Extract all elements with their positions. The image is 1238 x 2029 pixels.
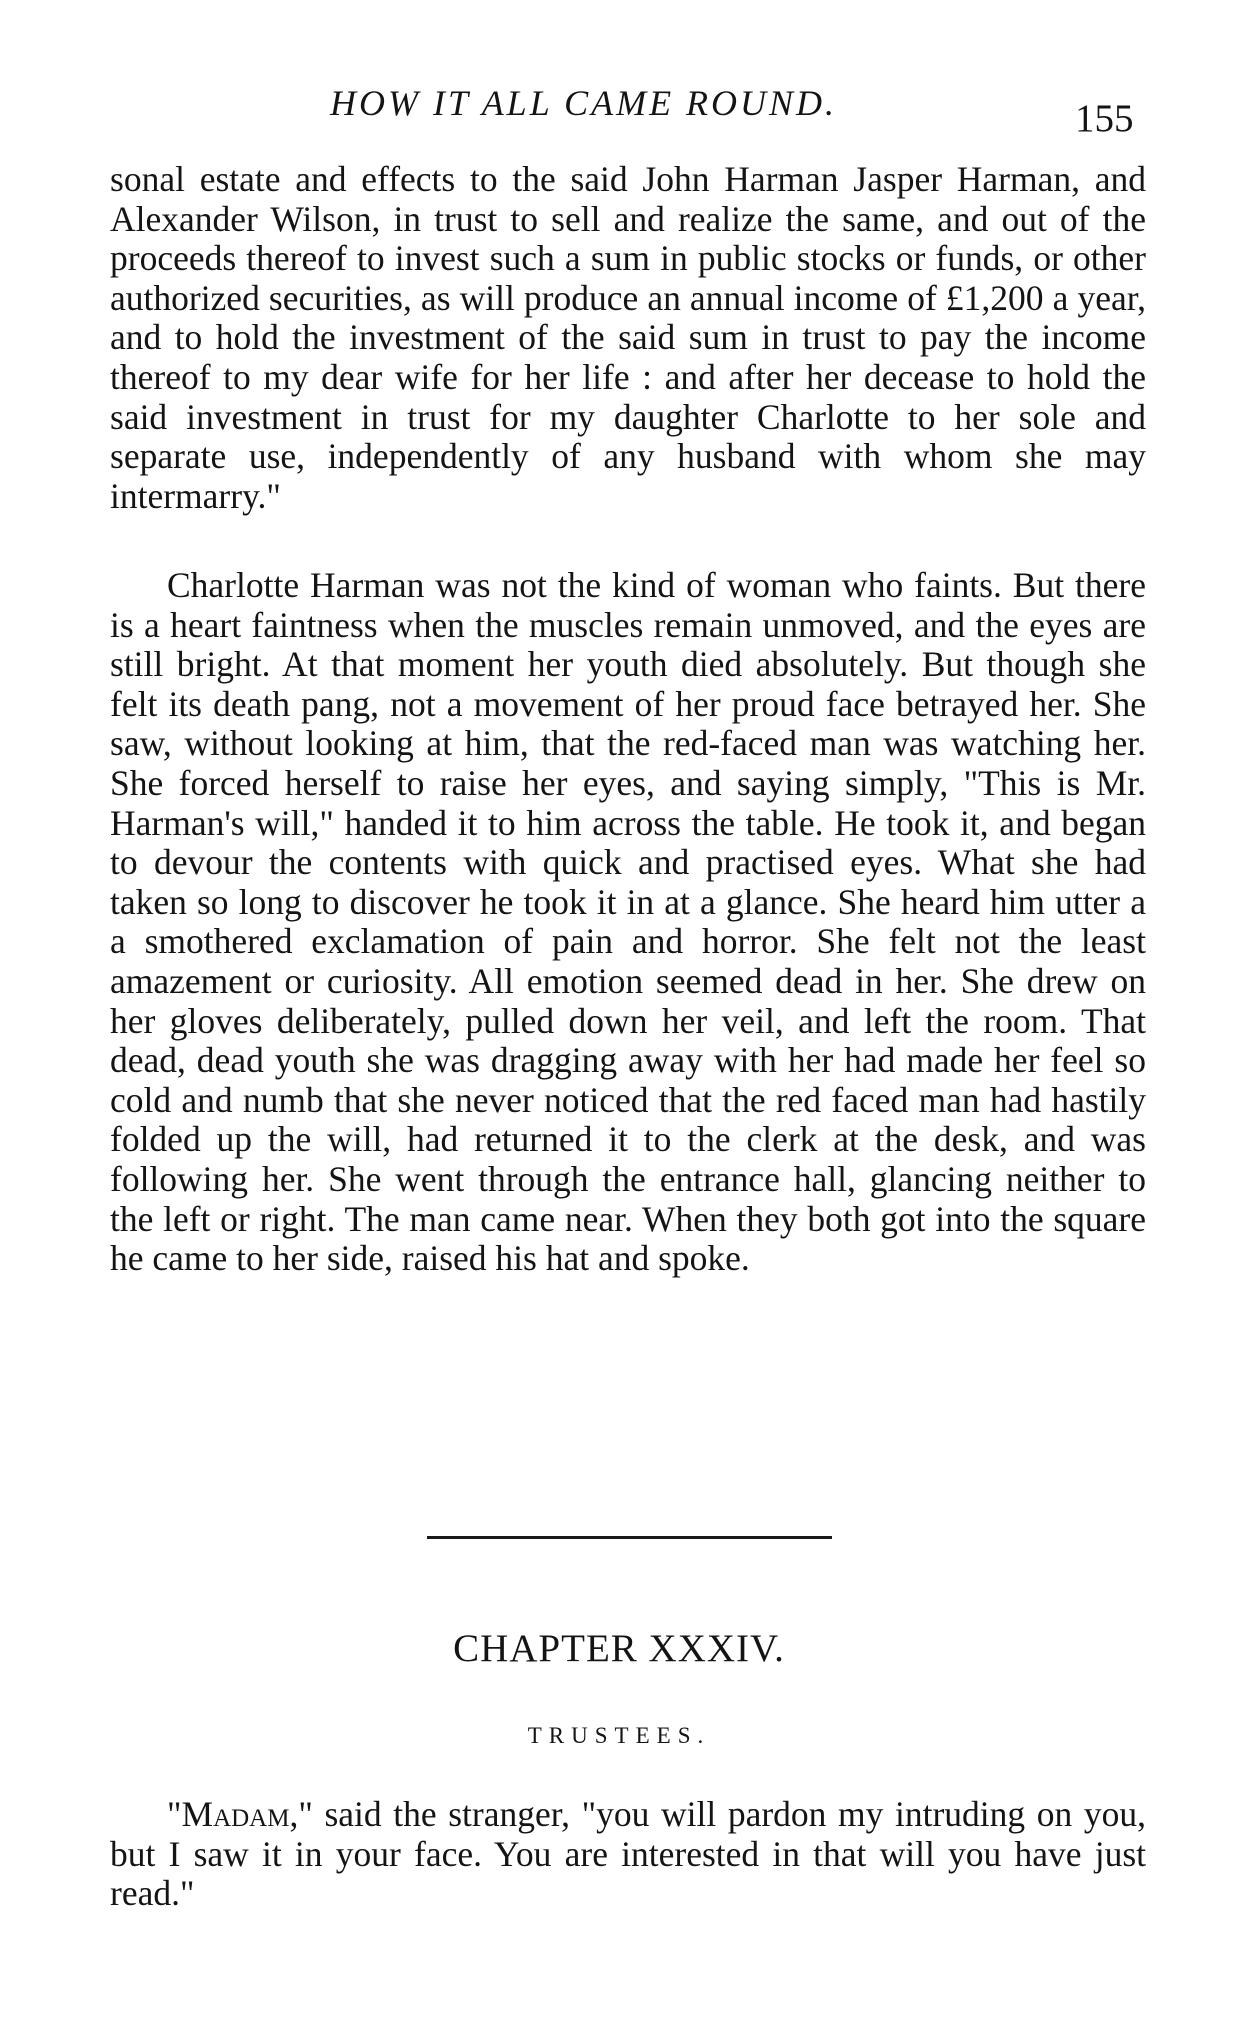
opening-rest: " said the stranger, "you will pardon my intruding on you, but I saw it in your face. You are interested in that will you have just read." xyxy=(110,1794,1146,1914)
paragraph-chapter-opening xyxy=(110,1795,1146,1914)
page-number: 155 xyxy=(1075,97,1134,140)
running-title: HOW IT ALL CAME ROUND. xyxy=(330,83,838,123)
opening-quote-mark: " xyxy=(167,1794,182,1834)
chapter-title: CHAPTER XXXIV. xyxy=(453,1627,785,1670)
paragraph-will-text: sonal estate and effects to the said John Harman Jasper Harman, and Alexander Wilson, in trust to sell and realize the same, and out of the proceeds thereof to invest such a sum in public stocks or funds, or other authorized securities, as will produce an annual income of £1,200 a year, and to hold the investment of the said sum in trust to pay the income thereof to my dear wife for her life : and after her decease to hold the said investment in trust for my daughter Charlotte to her sole and separate use, independently of any husband with whom she may intermarry." xyxy=(110,159,1146,516)
paragraph-charlotte: Charlotte Harman was not the kind of woman who faints. But there is a heart faintness when the muscles remain unmoved, and the eyes are still bright. At that moment her youth died absolutely. But though she felt its death pang, not a movement of her proud face betrayed her. She saw, without looking at him, that the red-faced man was watching her. She forced herself to raise her eyes, and saying simply, "This is Mr. Harman's will," handed it to him across the table. He took it, and began to devour the contents with quick and practised eyes. What she had taken so long to discover he took it in at a glance. She heard him utter a a smothered exclamation of pain and horror. She felt not the least amazement or curiosity. All emotion seemed dead in her. She drew on her gloves deliberately, pulled down her veil, and left the room. That dead, dead youth she was dragging away with her had made her feel so cold and numb that she never noticed that the red faced man had hastily folded up the will, had returned it to the clerk at the desk, and was following her. She went through the entrance hall, glancing neither to the left or right. The man came near. When they both got into the square he came to her side, raised his hat and spoke. xyxy=(110,565,1146,1279)
section-divider xyxy=(427,1536,832,1539)
opening-word: Madam, xyxy=(181,1794,299,1834)
chapter-subtitle: TRUSTEES. xyxy=(527,1723,711,1748)
